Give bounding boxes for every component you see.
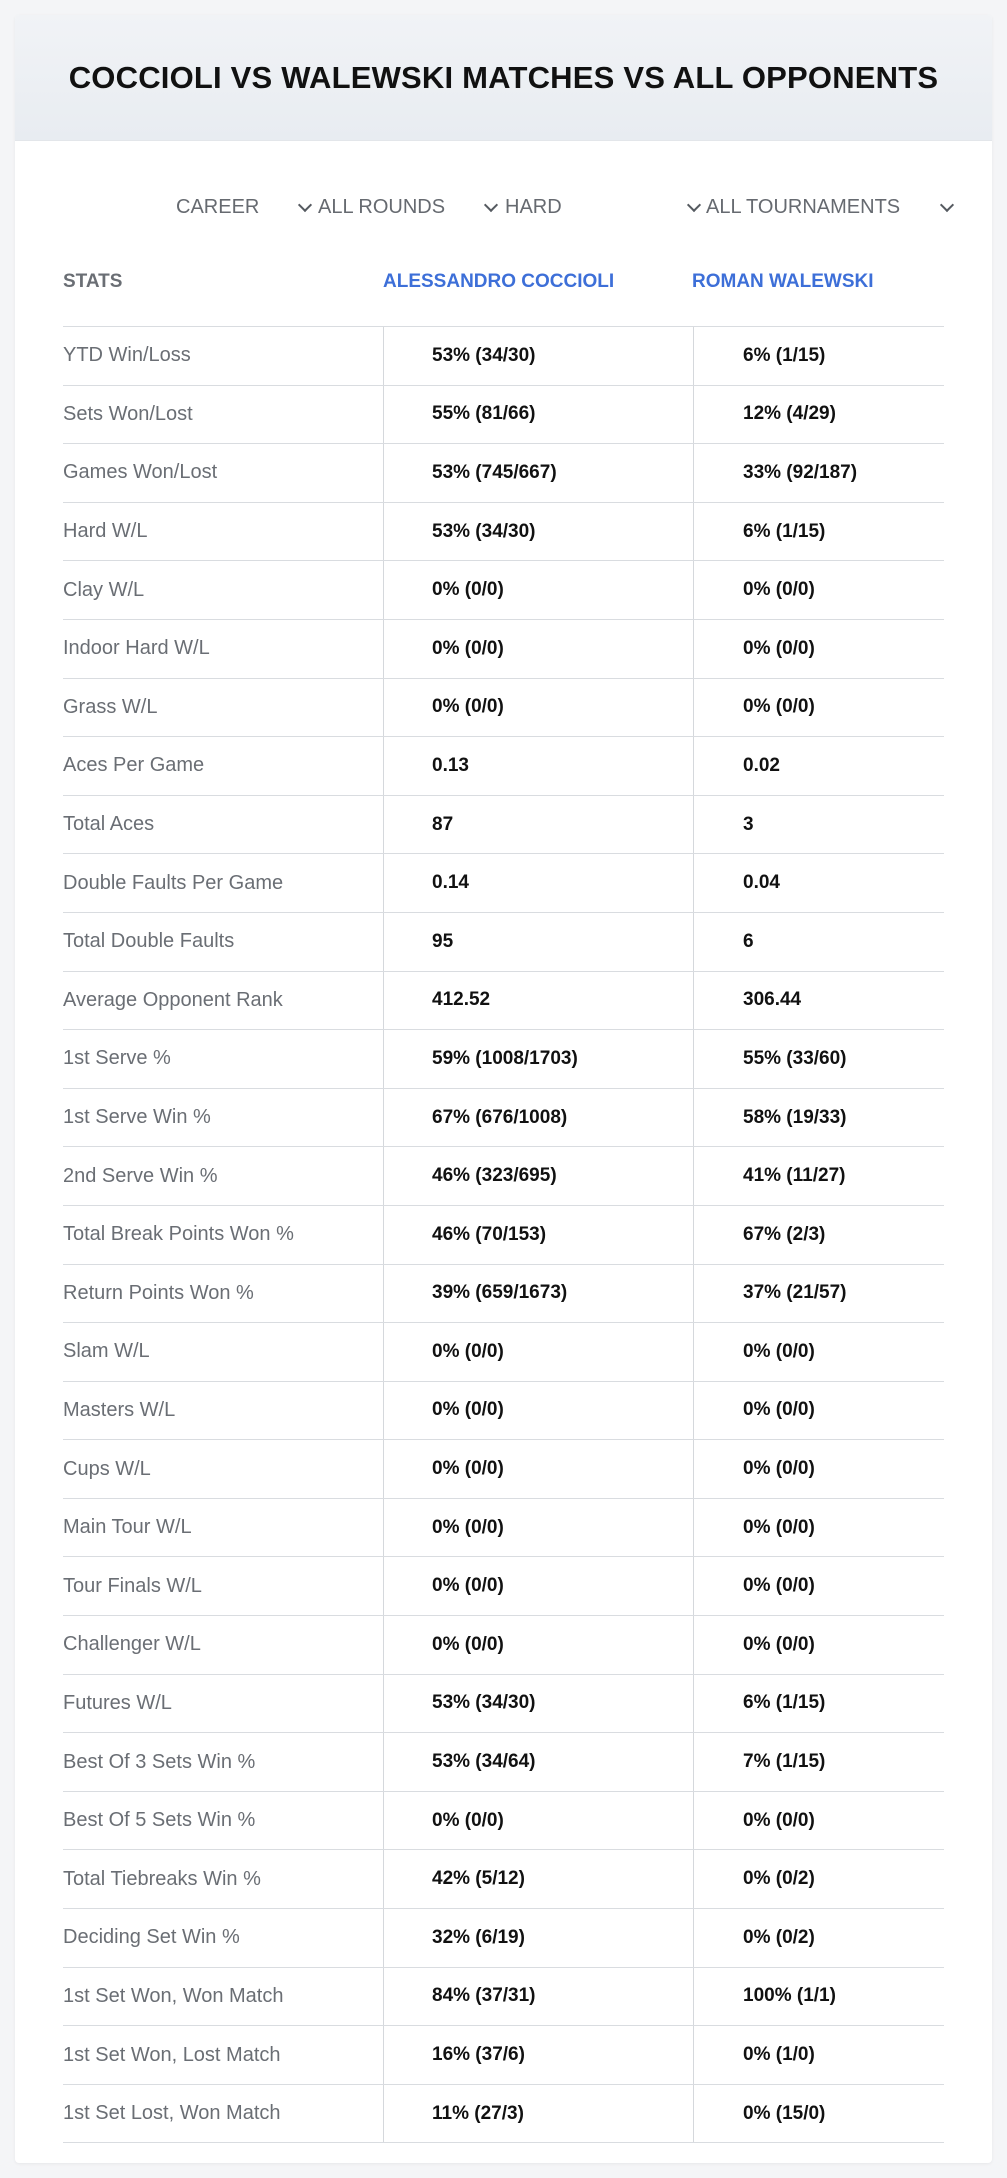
table-row (63, 2026, 944, 2085)
stat-label: Futures W/L (63, 1691, 172, 1714)
stat-label: Tour Finals W/L (63, 1574, 202, 1597)
table-row (63, 1616, 944, 1675)
player1-stat-value: 11% (27/3) (383, 2085, 693, 2143)
player2-stat-value: 67% (2/3) (693, 1206, 944, 1264)
stat-label: Clay W/L (63, 578, 145, 601)
stat-label: YTD Win/Loss (63, 344, 191, 367)
player1-stat-value: 0% (0/0) (383, 1792, 693, 1850)
stat-label: 1st Set Lost, Won Match (63, 2102, 281, 2125)
table-row (63, 679, 944, 738)
stat-label: Games Won/Lost (63, 461, 218, 484)
player1-stat-value: 53% (34/30) (383, 327, 693, 385)
rounds-filter-value: ALL ROUNDS (318, 195, 446, 218)
player1-link[interactable]: ALESSANDRO COCCIOLI (383, 271, 615, 292)
stat-label: 1st Set Won, Won Match (63, 1984, 284, 2007)
player2-stat-value: 12% (4/29) (693, 386, 944, 444)
player1-stat-value: 0% (0/0) (383, 1499, 693, 1557)
stat-label: Return Points Won % (63, 1281, 254, 1304)
player1-stat-value: 59% (1008/1703) (383, 1030, 693, 1088)
player2-stat-value: 0% (0/0) (693, 1382, 944, 1440)
table-row (63, 796, 944, 855)
table-row (63, 1323, 944, 1382)
player1-stat-value: 0% (0/0) (383, 1440, 693, 1498)
stat-label: 1st Serve % (63, 1047, 171, 1070)
player2-stat-value: 0% (0/0) (693, 1557, 944, 1615)
chevron-down-icon (484, 200, 498, 214)
player2-stat-value: 6% (1/15) (693, 327, 944, 385)
player2-stat-value: 37% (21/57) (693, 1265, 944, 1323)
stat-label: Challenger W/L (63, 1633, 201, 1656)
player1-stat-value: 87 (383, 796, 693, 854)
stat-label: 2nd Serve Win % (63, 1164, 218, 1187)
player2-stat-value: 0.04 (693, 854, 944, 912)
player2-stat-value: 306.44 (693, 972, 944, 1030)
table-row (63, 2085, 944, 2144)
player1-stat-value: 16% (37/6) (383, 2026, 693, 2084)
player1-stat-value: 46% (70/153) (383, 1206, 693, 1264)
filter-bar (15, 187, 992, 227)
table-row (63, 1147, 944, 1206)
player1-stat-value: 46% (323/695) (383, 1147, 693, 1205)
stat-label: Sets Won/Lost (63, 402, 193, 425)
stat-label: Slam W/L (63, 1340, 150, 1363)
stat-label: Main Tour W/L (63, 1516, 192, 1539)
stat-label: Total Aces (63, 813, 155, 836)
stat-label: Grass W/L (63, 695, 158, 718)
player2-stat-value: 0% (0/2) (693, 1850, 944, 1908)
table-row (63, 503, 944, 562)
stat-label: Total Break Points Won % (63, 1223, 294, 1246)
stat-label: Masters W/L (63, 1398, 176, 1421)
table-row (63, 1850, 944, 1909)
rounds-filter-select[interactable] (318, 187, 498, 227)
player1-stat-value: 39% (659/1673) (383, 1265, 693, 1323)
stat-label: Deciding Set Win % (63, 1926, 240, 1949)
chevron-down-icon (687, 200, 701, 214)
player2-stat-value: 6% (1/15) (693, 1675, 944, 1733)
player2-stat-value: 0% (0/0) (693, 1323, 944, 1381)
career-filter-select[interactable] (176, 187, 312, 227)
player1-stat-value: 0% (0/0) (383, 1323, 693, 1381)
tournaments-filter-select[interactable] (706, 187, 954, 227)
player1-stat-value: 84% (37/31) (383, 1968, 693, 2026)
player2-stat-value: 0% (1/0) (693, 2026, 944, 2084)
player1-stat-value: 53% (34/64) (383, 1733, 693, 1791)
player1-stat-value: 412.52 (383, 972, 693, 1030)
player1-stat-value: 32% (6/19) (383, 1909, 693, 1967)
player1-stat-value: 0% (0/0) (383, 1616, 693, 1674)
career-filter-value: CAREER (176, 195, 260, 218)
tournaments-filter-value: ALL TOURNAMENTS (706, 195, 901, 218)
table-row (63, 1440, 944, 1499)
stat-label: Indoor Hard W/L (63, 637, 210, 660)
player2-stat-value: 6% (1/15) (693, 503, 944, 561)
chevron-down-icon (940, 200, 954, 214)
stat-label: Hard W/L (63, 520, 148, 543)
stat-label: Best Of 5 Sets Win % (63, 1809, 256, 1832)
player2-stat-value: 58% (19/33) (693, 1089, 944, 1147)
player2-stat-value: 55% (33/60) (693, 1030, 944, 1088)
player2-link[interactable]: ROMAN WALEWSKI (692, 271, 874, 292)
table-row (63, 561, 944, 620)
player2-stat-value: 100% (1/1) (693, 1968, 944, 2026)
table-row (63, 1382, 944, 1441)
table-row (63, 386, 944, 445)
surface-filter-select[interactable] (505, 187, 701, 227)
table-row (63, 1499, 944, 1558)
table-row (63, 1675, 944, 1734)
table-row (63, 1265, 944, 1324)
player2-stat-value: 0.02 (693, 737, 944, 795)
player2-stat-value: 0% (0/0) (693, 1499, 944, 1557)
stat-label: Average Opponent Rank (63, 988, 283, 1011)
table-row (63, 913, 944, 972)
player1-stat-value: 53% (745/667) (383, 444, 693, 502)
table-row (63, 972, 944, 1031)
player2-stat-value: 0% (0/0) (693, 1616, 944, 1674)
card-header (15, 15, 992, 141)
player2-stat-value: 0% (0/0) (693, 1440, 944, 1498)
table-row (63, 327, 944, 386)
chevron-down-icon (298, 200, 312, 214)
table-row (63, 737, 944, 796)
table-row (63, 1968, 944, 2027)
table-row (63, 854, 944, 913)
stat-label: Double Faults Per Game (63, 871, 284, 894)
player2-stat-value: 0% (0/0) (693, 620, 944, 678)
table-header (63, 251, 944, 327)
player1-stat-value: 0% (0/0) (383, 561, 693, 619)
surface-filter-value: HARD (505, 195, 562, 218)
table-body (63, 327, 944, 2143)
player1-stat-value: 0% (0/0) (383, 1557, 693, 1615)
stat-label: Total Double Faults (63, 930, 235, 953)
table-row (63, 1909, 944, 1968)
player1-stat-value: 95 (383, 913, 693, 971)
table-row (63, 1557, 944, 1616)
table-row (63, 1792, 944, 1851)
player1-stat-value: 0.14 (383, 854, 693, 912)
player2-stat-value: 33% (92/187) (693, 444, 944, 502)
player1-stat-value: 53% (34/30) (383, 1675, 693, 1733)
player2-stat-value: 6 (693, 913, 944, 971)
stat-label: Aces Per Game (63, 754, 205, 777)
player2-stat-value: 7% (1/15) (693, 1733, 944, 1791)
table-row (63, 1089, 944, 1148)
player1-stat-value: 0% (0/0) (383, 679, 693, 737)
player2-stat-value: 0% (15/0) (693, 2085, 944, 2143)
player1-stat-value: 55% (81/66) (383, 386, 693, 444)
stat-label: Total Tiebreaks Win % (63, 1867, 261, 1890)
player2-stat-value: 0% (0/0) (693, 1792, 944, 1850)
table-row (63, 444, 944, 503)
table-row (63, 1030, 944, 1089)
player1-stat-value: 0% (0/0) (383, 620, 693, 678)
stat-label: 1st Set Won, Lost Match (63, 2043, 281, 2066)
player2-stat-value: 0% (0/0) (693, 679, 944, 737)
player2-stat-value: 0% (0/2) (693, 1909, 944, 1967)
stats-table (63, 251, 944, 2143)
table-row (63, 620, 944, 679)
player2-stat-value: 3 (693, 796, 944, 854)
stat-label: Cups W/L (63, 1457, 151, 1480)
player1-stat-value: 67% (676/1008) (383, 1089, 693, 1147)
player1-stat-value: 0.13 (383, 737, 693, 795)
player2-stat-value: 0% (0/0) (693, 561, 944, 619)
stat-label: Best Of 3 Sets Win % (63, 1750, 256, 1773)
player1-stat-value: 53% (34/30) (383, 503, 693, 561)
stat-label: 1st Serve Win % (63, 1106, 211, 1129)
player1-stat-value: 0% (0/0) (383, 1382, 693, 1440)
player1-stat-value: 42% (5/12) (383, 1850, 693, 1908)
page-title: COCCIOLI VS WALEWSKI MATCHES VS ALL OPPONENTS (68, 59, 939, 95)
stats-card (15, 15, 992, 2163)
stats-column-header: STATS (63, 271, 123, 292)
table-row (63, 1733, 944, 1792)
player2-stat-value: 41% (11/27) (693, 1147, 944, 1205)
table-row (63, 1206, 944, 1265)
